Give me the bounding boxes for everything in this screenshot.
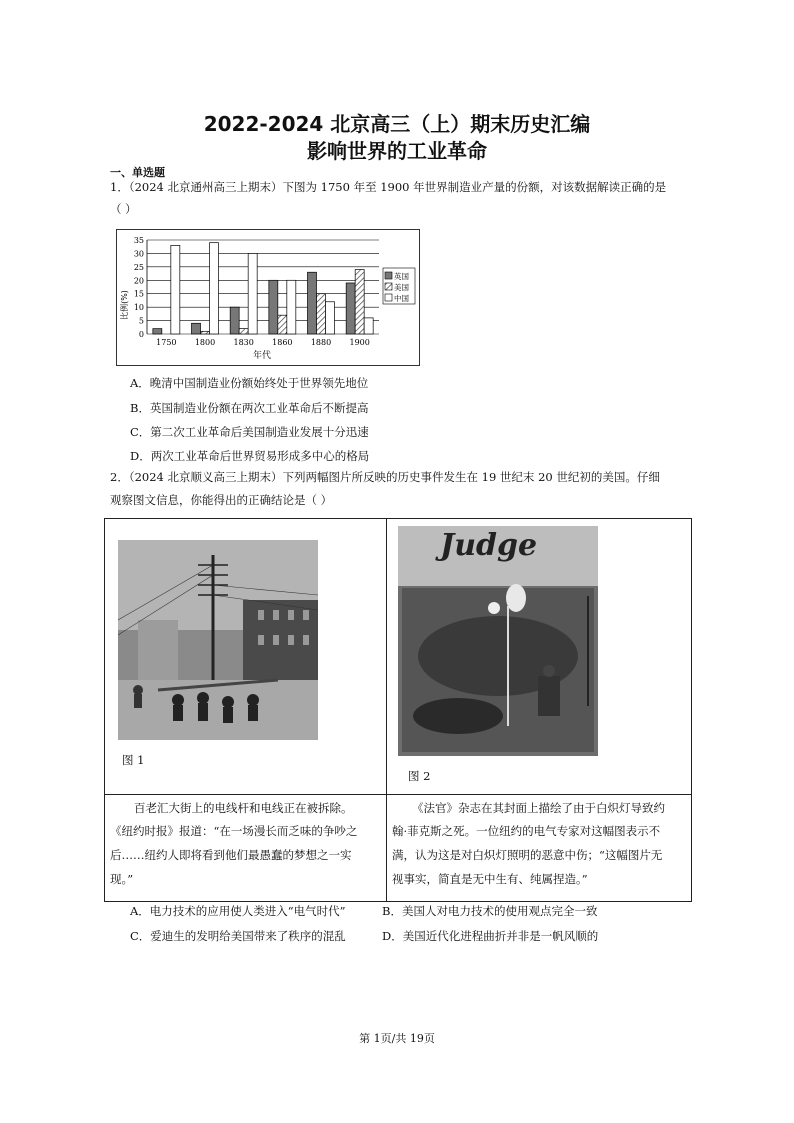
chart-bar [192, 323, 201, 334]
q1-bar-chart [117, 230, 419, 365]
q2-stem-line2: 观察图文信息，你能得出的正确结论是（ ） [110, 493, 333, 507]
caption-1-line3: 后……纽约人即将看到他们最愚蠢的梦想之一实 [110, 848, 352, 862]
doc-title: 2022-2024 北京高三（上）期末历史汇编 [203, 112, 591, 136]
chart-xtick-label: 1880 [310, 338, 332, 347]
chart-legend-label: 美国 [394, 283, 409, 292]
table-divider-horizontal [104, 794, 691, 795]
chart-legend-label: 中国 [394, 294, 409, 303]
chart-bar [317, 294, 326, 334]
chart-bar [201, 331, 210, 334]
q2-stem-line1: 2．（2024 北京顺义高三上期末）下列两幅图片所反映的历史事件发生在 19 世纪末 20 世纪初的美国。仔细 [110, 470, 660, 484]
q1-option-b: B．英国制造业份额在两次工业革命后不断提高 [130, 401, 369, 415]
caption-2-line3: 满，认为这是对白炽灯照明的恶意中伤；“这幅图片无 [392, 848, 663, 862]
chart-legend-swatch [385, 283, 392, 290]
chart-bar [239, 329, 248, 334]
chart-ytick-label: 0 [138, 330, 144, 339]
section-heading: 一、单选题 [110, 166, 165, 179]
chart-xtick-label: 1800 [194, 338, 216, 347]
chart-bar [171, 245, 180, 334]
chart-bar [308, 272, 317, 334]
chart-bar [230, 307, 239, 334]
chart-bar [210, 243, 219, 334]
q2-option-c: C．爱迪生的发明给美国带来了秩序的混乱 [130, 929, 346, 943]
chart-ytick-label: 25 [133, 262, 144, 272]
chart-ylabel: 比例(%) [120, 290, 129, 320]
chart-xtick-label: 1860 [272, 338, 293, 347]
q1-stem-line2: （ ） [110, 202, 137, 216]
chart-legend-label: 英国 [394, 272, 409, 281]
q2-option-a: A．电力技术的应用使人类进入“电气时代” [130, 904, 346, 918]
chart-xtick-label: 1830 [233, 338, 254, 347]
page-footer: 第 1页/共 19页 [359, 1032, 435, 1045]
caption-1-line4: 现。” [110, 872, 134, 886]
chart-ytick-label: 15 [133, 289, 144, 299]
q2-option-b: B．美国人对电力技术的使用观点完全一致 [382, 904, 598, 918]
q1-option-d: D．两次工业革命后世界贸易形成多中心的格局 [130, 449, 370, 463]
caption-1-line1: 百老汇大街上的电线杆和电线正在被拆除。 [134, 801, 353, 815]
chart-bar [355, 270, 364, 334]
chart-bar [248, 253, 257, 334]
chart-ytick-label: 20 [133, 276, 144, 286]
q1-stem-line1: 1．（2024 北京通州高三上期末）下图为 1750 年至 1900 年世界制造业产量的份额，对该数据解读正确的是 [110, 180, 667, 194]
chart-bar [278, 315, 287, 334]
chart-ytick-label: 10 [133, 303, 144, 313]
caption-2-line1: 《法官》杂志在其封面上描绘了由于白炽灯导致约 [412, 801, 665, 815]
figure-1-label: 图 1 [122, 753, 145, 767]
chart-bar [153, 329, 162, 334]
q1-option-a: A．晚清中国制造业份额始终处于世界领先地位 [130, 376, 369, 390]
chart-bar [287, 280, 296, 334]
chart-ytick-label: 35 [133, 236, 144, 245]
q1-option-c: C．第二次工业革命后美国制造业发展十分迅速 [130, 425, 369, 439]
caption-1-line2: 《纽约时报》报道：“在一场漫长而乏味的争吵之 [110, 824, 358, 838]
chart-bar [364, 318, 373, 334]
chart-legend-swatch [385, 294, 392, 301]
chart-xlabel: 年代 [252, 351, 272, 361]
chart-xtick-label: 1750 [156, 338, 177, 347]
chart-xtick-label: 1900 [349, 338, 370, 347]
chart-ytick-label: 5 [138, 316, 144, 326]
chart-bar [269, 280, 278, 334]
chart-bar [346, 283, 355, 334]
chart-ytick-label: 30 [133, 249, 144, 259]
q2-option-d: D．美国近代化进程曲折并非是一帆风顺的 [382, 929, 599, 943]
chart-bar [326, 302, 335, 334]
caption-2-line4: 视事实，简直是无中生有、纯属捏造。” [392, 872, 588, 886]
chart-legend-swatch [385, 272, 392, 279]
figure-1-street-photo [118, 540, 318, 740]
figure-2-masthead: Judge [440, 528, 538, 563]
q1-chart-frame [116, 229, 420, 366]
table-divider-vertical [386, 518, 387, 901]
caption-2-line2: 翰·菲克斯之死。一位纽约的电气专家对这幅图表示不 [392, 824, 661, 838]
figure-2-label: 图 2 [408, 769, 431, 783]
doc-subtitle: 影响世界的工业革命 [307, 139, 487, 163]
